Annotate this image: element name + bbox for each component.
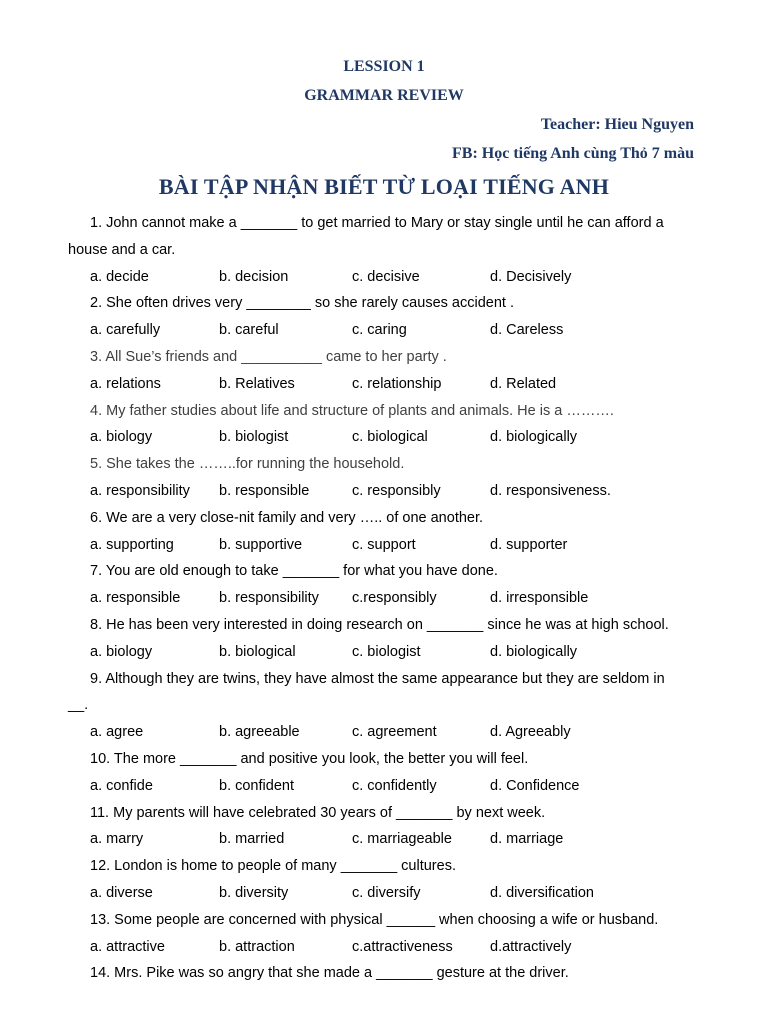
answer-option: c.attractiveness xyxy=(352,938,453,955)
question-text: 11. My parents will have celebrated 30 years of _______ by next week. xyxy=(90,804,546,821)
answer-option: c. marriageable xyxy=(352,831,452,848)
answer-option: a. agree xyxy=(90,724,144,741)
answer-option: b. decision xyxy=(219,268,289,285)
grammar-review-heading: GRAMMAR REVIEW xyxy=(304,87,464,104)
answer-option: d. supporter xyxy=(490,536,568,553)
question-text: 10. The more _______ and positive you look, the better you will feel. xyxy=(90,751,529,767)
question-text: 12. London is home to people of many _______ cultures. xyxy=(90,858,456,875)
answer-option: b. supportive xyxy=(219,536,303,553)
answer-option: d. diversification xyxy=(490,885,594,901)
answer-option: d. marriage xyxy=(490,831,564,848)
question-text-continued: house and a car. xyxy=(68,241,176,258)
answer-option: a. supporting xyxy=(90,536,174,553)
question-text: 9. Although they are twins, they have almost the same appearance but they are seldom in xyxy=(90,670,665,687)
answer-option: c. support xyxy=(352,536,416,553)
answer-option: b. biologist xyxy=(219,429,289,446)
question-text: 4. My father studies about life and structure of plants and animals. He is a ………. xyxy=(90,402,614,419)
answer-option: d. biologically xyxy=(490,429,578,446)
answer-option: a. attractive xyxy=(90,938,165,955)
lesson-heading: LESSION 1 xyxy=(343,58,425,75)
answer-option: c. caring xyxy=(352,322,407,339)
question-text: 1. John cannot make a _______ to get married to Mary or stay single until he can afford a xyxy=(90,215,664,231)
page-title: BÀI TẬP NHẬN BIẾT TỪ LOẠI TIẾNG ANH xyxy=(158,174,610,199)
answer-option: d. responsiveness. xyxy=(490,483,611,499)
answer-option: c. biological xyxy=(352,429,428,446)
question-text: 14. Mrs. Pike was so angry that she made a _______ gesture at the driver. xyxy=(90,965,569,982)
answer-option: c. diversify xyxy=(352,885,421,901)
teacher-name: Teacher: Hieu Nguyen xyxy=(540,116,694,133)
answer-option: b. agreeable xyxy=(219,724,300,741)
answer-option: d. Agreeably xyxy=(490,724,571,741)
answer-option: a. marry xyxy=(90,831,144,848)
question-text: 8. He has been very interested in doing research on _______ since he was at high school. xyxy=(90,617,669,633)
answer-option: d. Related xyxy=(490,375,557,392)
answer-option: c. agreement xyxy=(352,724,437,741)
question-text: 7. You are old enough to take _______ for what you have done. xyxy=(90,563,498,580)
answer-option: b. biological xyxy=(219,643,296,660)
answer-option: b. responsibility xyxy=(219,590,319,607)
answer-option: a. relations xyxy=(90,375,161,392)
question-text: 2. She often drives very ________ so she rarely causes accident . xyxy=(90,295,514,312)
answer-option: a. responsibility xyxy=(90,483,190,499)
answer-option: c. decisive xyxy=(352,268,420,285)
answer-option: c. confidently xyxy=(352,777,437,794)
answer-option: b. married xyxy=(219,831,285,848)
answer-option: b. Relatives xyxy=(219,375,295,392)
answer-option: b. confident xyxy=(219,777,294,794)
question-text: 3. All Sue’s friends and __________ came to her party . xyxy=(90,349,447,365)
question-text: 13. Some people are concerned with physical ______ when choosing a wife or husband. xyxy=(90,911,659,928)
answer-option: a. diverse xyxy=(90,885,153,901)
facebook-page: FB: Học tiếng Anh cùng Thỏ 7 màu xyxy=(452,145,694,162)
question-text: 6. We are a very close-nit family and very ….. of one another. xyxy=(90,509,484,526)
answer-option: b. careful xyxy=(219,322,279,339)
answer-option: d. Confidence xyxy=(490,777,580,794)
answer-option: d. Careless xyxy=(490,322,564,339)
answer-option: a. biology xyxy=(90,643,153,660)
answer-option: c.responsibly xyxy=(352,590,437,607)
answer-option: d. irresponsible xyxy=(490,590,589,607)
answer-option: b. responsible xyxy=(219,483,310,499)
answer-option: b. diversity xyxy=(219,885,289,901)
answer-option: d.attractively xyxy=(490,938,572,955)
question-text-continued: __. xyxy=(68,697,89,714)
answer-option: a. carefully xyxy=(90,322,161,339)
answer-option: a. biology xyxy=(90,429,153,446)
answer-option: a. confide xyxy=(90,777,153,794)
question-text: 5. She takes the ……..for running the household. xyxy=(90,456,405,473)
answer-option: c. relationship xyxy=(352,375,442,392)
answer-option: a. responsible xyxy=(90,590,181,607)
answer-option: d. Decisively xyxy=(490,268,572,285)
answer-option: d. biologically xyxy=(490,643,578,660)
answer-option: a. decide xyxy=(90,268,149,285)
answer-option: c. responsibly xyxy=(352,483,441,499)
answer-option: c. biologist xyxy=(352,643,421,660)
answer-option: b. attraction xyxy=(219,938,295,955)
